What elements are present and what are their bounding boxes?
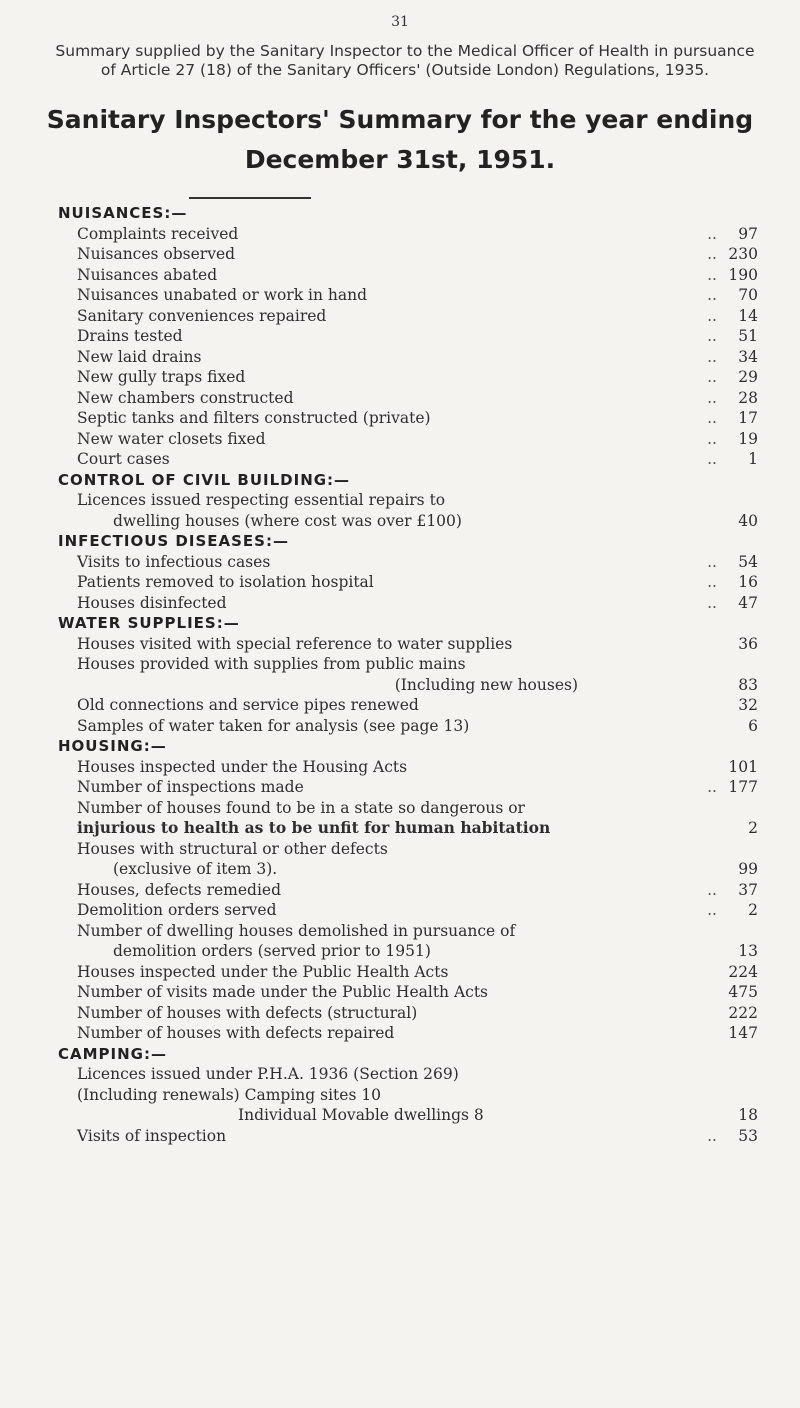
item-label: demolition orders (served prior to 1951) [113,942,431,960]
item-label: Houses with structural or other defects [77,839,388,858]
list-item [58,1064,758,1085]
list-item [58,777,758,798]
item-value: 37 [738,880,758,899]
item-label: Nuisances observed [77,245,236,263]
item-label: Old connections and service pipes renewed [77,696,419,714]
item-label: Patients removed to isolation hospital [77,573,374,591]
item-value: 147 [728,1024,758,1042]
item-label: Houses provided with supplies from public mains [77,655,466,673]
leader-dots: .. [707,450,717,468]
list-item [58,593,758,614]
list-item [58,1023,758,1044]
item-value: 475 [728,983,758,1001]
leader-dots: .. [707,429,717,448]
list-item [58,798,758,819]
list-item [58,1105,758,1126]
item-label: (Including renewals) Camping sites 10 [77,1085,382,1104]
item-label: dwelling houses (where cost was over £100) [113,511,462,530]
list-item [58,490,758,511]
list-item [58,1085,758,1106]
item-value: 97 [738,224,758,243]
item-value: 34 [738,347,758,366]
list-item [58,285,758,306]
list-item [58,429,758,450]
item-value: 40 [738,511,758,530]
item-value: 28 [738,388,758,407]
item-value: 18 [738,1106,758,1124]
item-label: Houses disinfected [77,593,227,612]
item-label: New gully traps fixed [77,368,246,386]
item-value: 222 [728,1003,758,1022]
list-item [58,326,758,347]
leader-dots: .. [707,573,717,591]
list-item [58,449,758,470]
item-label: Samples of water taken for analysis (see page 13) [77,716,470,735]
title-underline [189,197,311,199]
list-item [58,695,758,716]
title-line-1: Sanitary Inspectors' Summary for the year ending [46,105,754,134]
title-line-2: December 31st, 1951. [244,145,556,174]
list-item [58,716,758,737]
list-item [58,921,758,942]
item-label: injurious to health as to be unfit for human habitation [77,818,551,837]
item-value: 51 [738,327,758,345]
item-value: 6 [748,716,758,735]
leader-dots: .. [707,347,717,366]
item-label: Sanitary conveniences repaired [77,306,327,325]
item-label: Nuisances unabated or work in hand [77,286,368,304]
item-label: Individual Movable dwellings 8 [238,1106,484,1124]
item-value: 70 [738,286,758,304]
item-value: 230 [728,245,758,263]
item-value: 2 [748,901,758,919]
item-value: 14 [738,306,758,325]
leader-dots: .. [707,368,717,386]
item-value: 19 [738,429,758,448]
intro-paragraph: Summary supplied by the Sanitary Inspector to the Medical Officer of Health in pursuance of Article 27 (18) of the Sanitary Officers' (Outside London) Regulations, 1935. [55,42,755,79]
leader-dots: .. [707,593,717,612]
item-label: Visits of inspection [77,1126,227,1145]
item-value: 17 [738,409,758,427]
leader-dots: .. [707,880,717,899]
list-item [58,408,758,429]
item-label: Number of houses found to be in a state so dangerous or [77,798,525,817]
item-value: 177 [728,778,758,796]
nuisance-rows [58,224,758,470]
item-value: 53 [738,1126,758,1145]
item-label: Number of visits made under the Public Health Acts [77,983,489,1001]
leader-dots: .. [707,409,717,427]
list-item [58,244,758,265]
list-item [58,306,758,327]
item-label: Houses inspected under the Housing Acts [77,757,408,776]
list-item [58,900,758,921]
section-heading-nuisances: NUISANCES:— [58,204,188,222]
item-value: 190 [728,265,758,284]
leader-dots: .. [707,306,717,325]
item-value: 83 [738,675,758,694]
item-label: Licences issued under P.H.A. 1936 (Section 269) [77,1065,459,1083]
item-label: New chambers constructed [77,388,294,407]
item-label: Demolition orders served [77,901,277,919]
list-item [58,962,758,983]
leader-dots: .. [707,552,717,571]
item-label: Drains tested [77,327,183,345]
list-item [58,1003,758,1024]
list-item [58,224,758,245]
item-value: 99 [738,860,758,878]
list-item [58,757,758,778]
list-item [58,654,758,675]
list-item [58,880,758,901]
item-label: Nuisances abated [77,265,218,284]
list-item [58,388,758,409]
list-item [58,1126,758,1147]
leader-dots: .. [707,778,717,796]
item-label: Septic tanks and filters constructed (private) [77,409,431,427]
item-label: Number of houses with defects (structural) [77,1003,418,1022]
list-item [58,941,758,962]
item-label: Houses visited with special reference to water supplies [77,634,513,653]
item-label: Number of inspections made [77,778,304,796]
item-label: New laid drains [77,347,202,366]
list-item [58,675,758,696]
list-item [58,367,758,388]
item-label: Number of houses with defects repaired [77,1024,395,1042]
leader-dots: .. [707,327,717,345]
section-heading-infectious-diseases: INFECTIOUS DISEASES:— [58,532,289,550]
item-value: 2 [748,819,758,837]
section-heading-water-supplies: WATER SUPPLIES:— [58,614,240,632]
item-label: Complaints received [77,224,239,243]
list-item [58,572,758,593]
page-title [0,100,800,180]
item-value: 1 [748,450,758,468]
item-label: New water closets fixed [77,429,266,448]
item-label: Visits to infectious cases [77,552,271,571]
item-label: Licences issued respecting essential repairs to [77,491,446,509]
list-item [58,818,758,839]
leader-dots: .. [707,245,717,263]
list-item [58,839,758,860]
list-item [58,265,758,286]
leader-dots: .. [707,265,717,284]
leader-dots: .. [707,901,717,919]
item-label: Houses inspected under the Public Health Acts [77,962,449,981]
item-value: 16 [738,573,758,591]
leader-dots: .. [707,286,717,304]
item-label: Number of dwelling houses demolished in pursuance of [77,921,516,940]
item-label: (Including new houses) [394,675,578,694]
item-value: 101 [728,757,758,776]
page-number: 31 [391,14,409,30]
item-label: Houses, defects remedied [77,880,281,899]
item-label: Court cases [77,450,170,468]
item-value: 224 [728,962,758,981]
infectious-rows [58,552,758,614]
item-value: 54 [738,552,758,571]
section-heading-housing: HOUSING:— [58,737,167,755]
item-value: 13 [738,942,758,960]
item-value: 47 [738,593,758,612]
section-heading-civil-building: CONTROL OF CIVIL BUILDING:— [58,470,351,489]
list-item [58,511,758,532]
list-item [58,347,758,368]
leader-dots: .. [707,1126,717,1145]
list-item [58,859,758,880]
item-value: 36 [738,634,758,653]
summary-list [58,203,758,1146]
leader-dots: .. [707,224,717,243]
item-value: 29 [738,368,758,386]
list-item [58,552,758,573]
list-item [58,634,758,655]
section-heading-camping: CAMPING:— [58,1044,167,1063]
leader-dots: .. [707,388,717,407]
list-item [58,982,758,1003]
item-label: (exclusive of item 3). [113,860,278,878]
item-value: 32 [738,696,758,714]
